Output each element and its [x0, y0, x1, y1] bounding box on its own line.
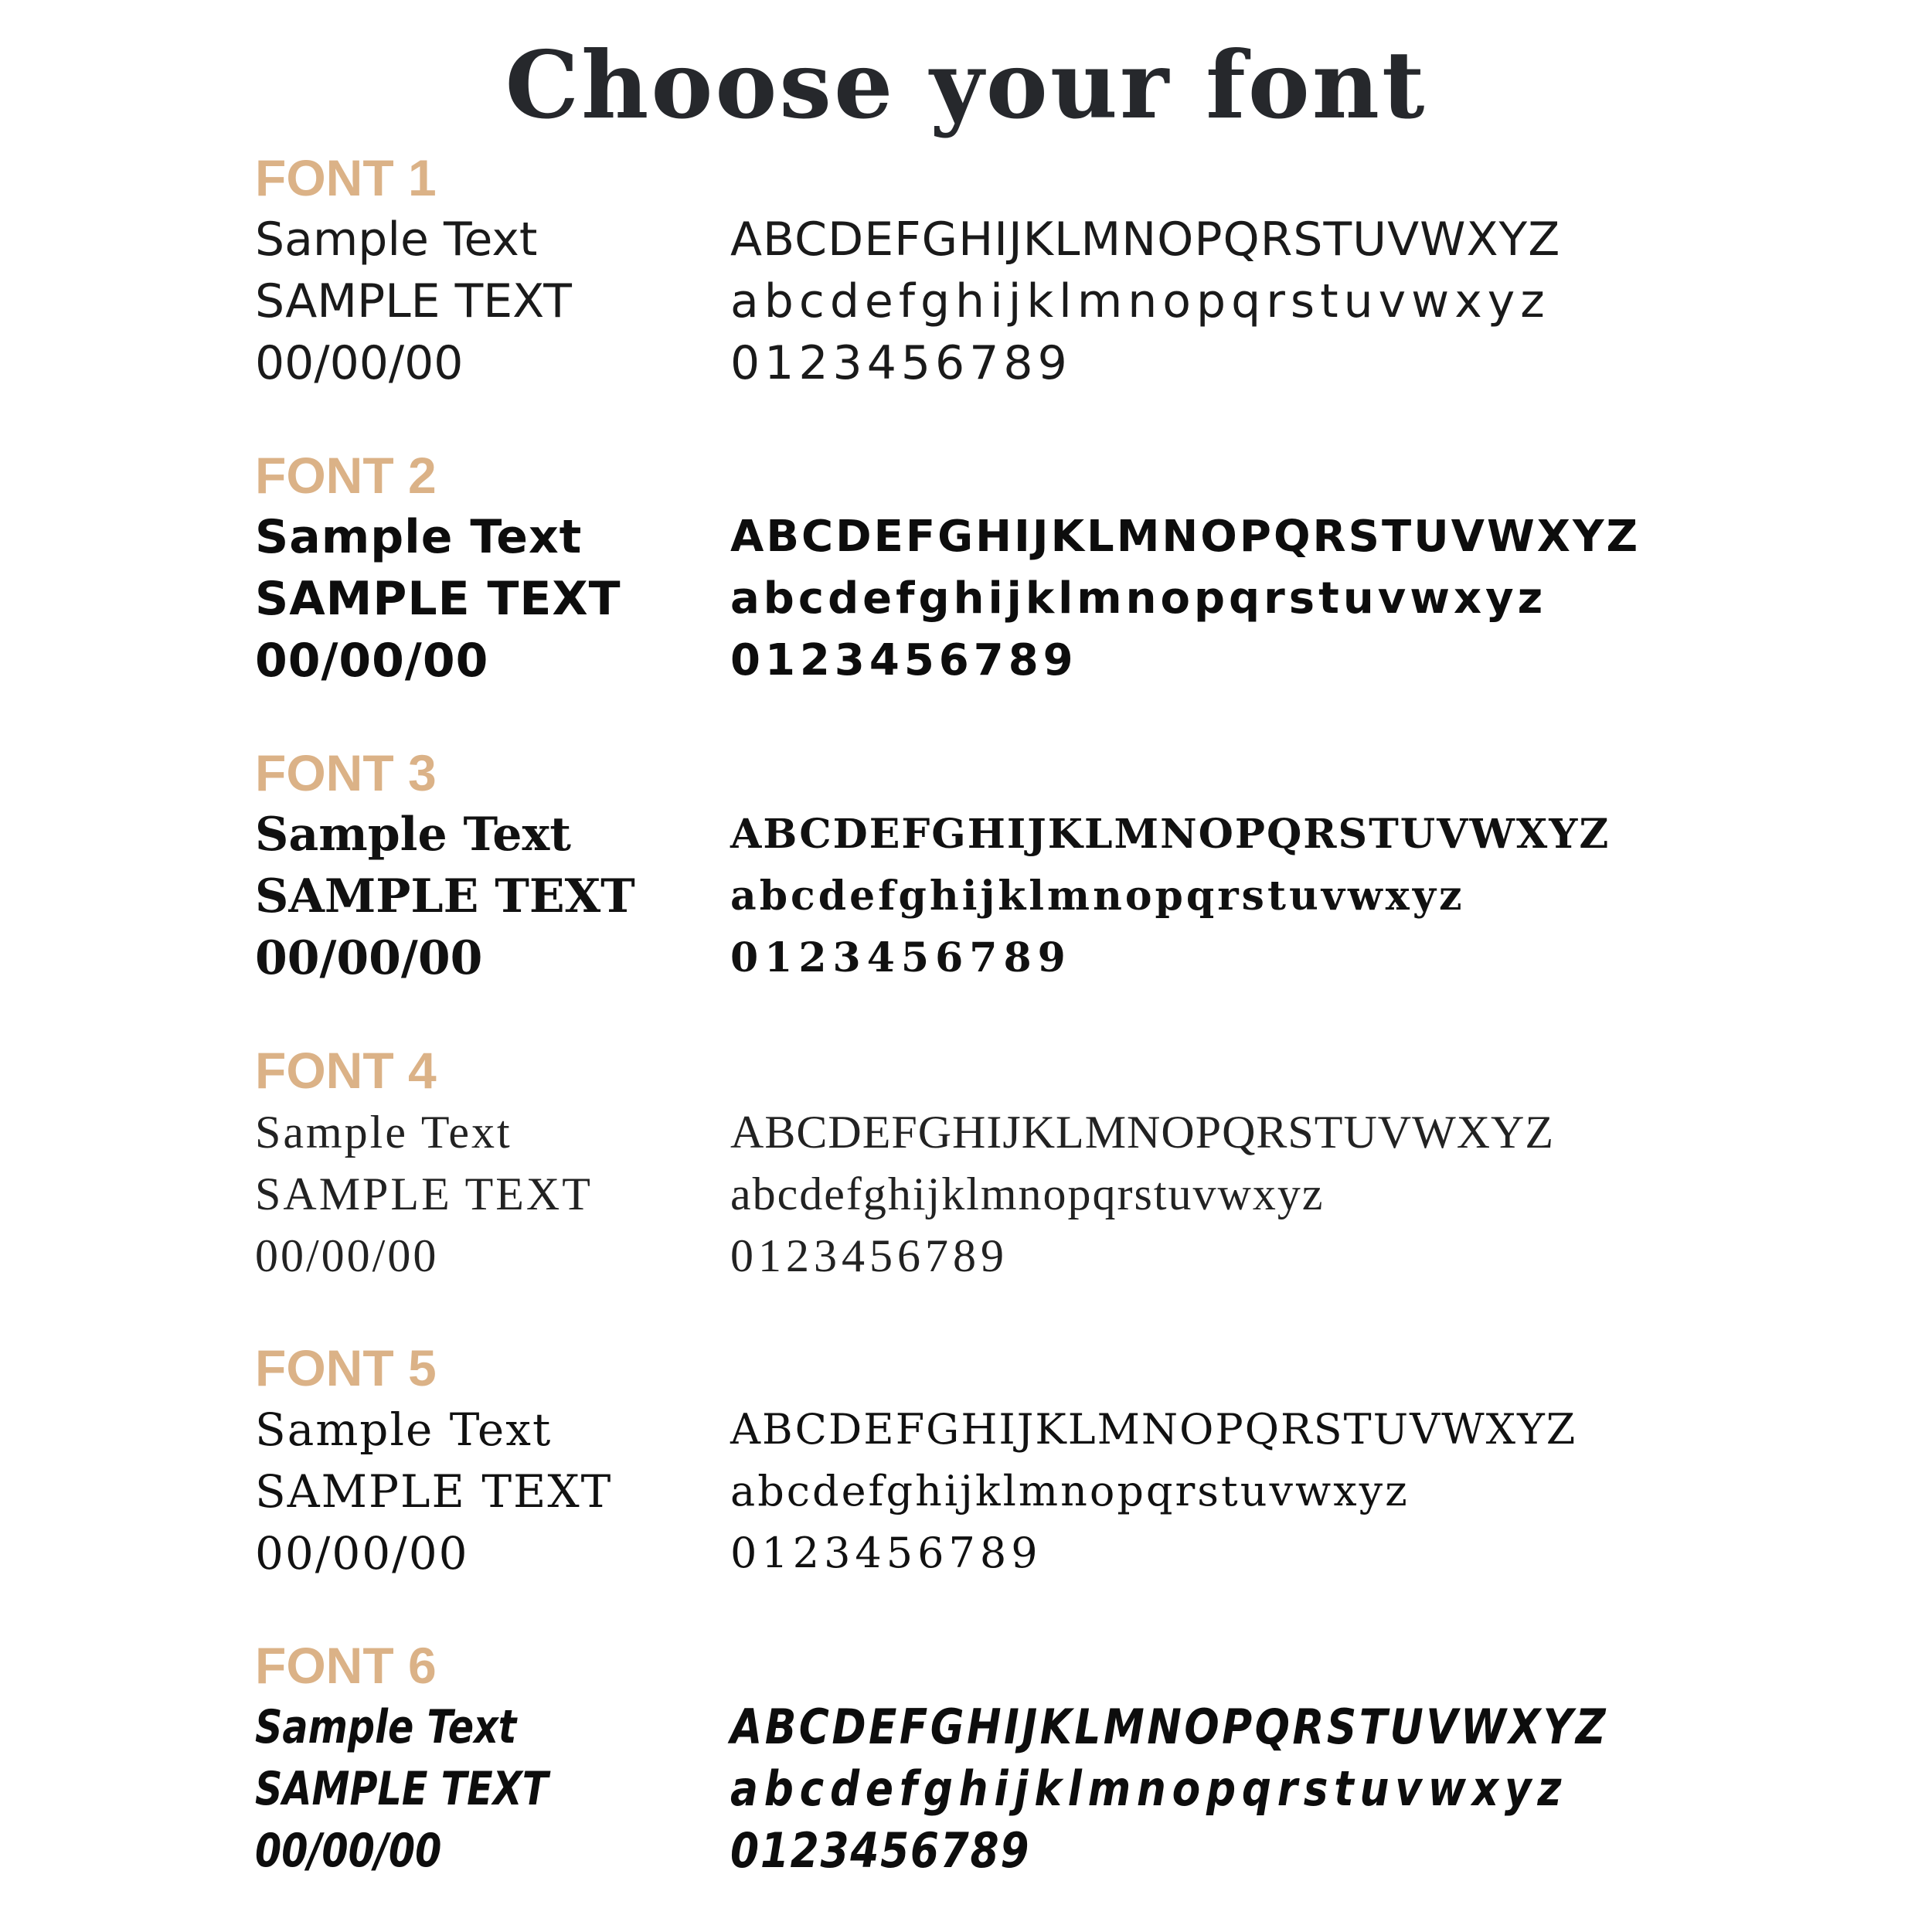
uppercase-alphabet: ABCDEFGHIJKLMNOPQRSTUVWXYZ [730, 1405, 1577, 1454]
font-option-2[interactable] [0, 444, 1932, 742]
sample-text-upper: SAMPLE TEXT [255, 869, 635, 923]
font-sample [255, 1101, 593, 1287]
lowercase-alphabet: abcdefghijklmnopqrstuvwxyz [730, 872, 1465, 920]
sample-text-mixed: Sample Text [255, 213, 538, 267]
digits: 0123456789 [730, 1529, 1043, 1577]
sample-date: 00/00/00 [255, 1230, 439, 1281]
font-label: FONT 3 [255, 744, 437, 801]
digits: 0123456789 [730, 934, 1072, 981]
sample-text-mixed: Sample Text [255, 1403, 553, 1456]
sample-text-mixed: Sample Text [255, 1107, 512, 1158]
lowercase-alphabet: abcdefghijklmnopqrstuvwxyz [730, 274, 1550, 328]
sample-text-upper: SAMPLE TEXT [255, 1762, 549, 1816]
font-sample [255, 506, 621, 692]
sample-text-upper: SAMPLE TEXT [255, 1168, 593, 1219]
font-sample [255, 209, 572, 394]
sample-date: 00/00/00 [255, 634, 489, 688]
font-sample [255, 1399, 612, 1584]
sample-text-upper: SAMPLE TEXT [255, 274, 572, 328]
font-sample [255, 804, 635, 989]
font-alphabet [730, 1696, 1751, 1882]
font-alphabet [730, 506, 1640, 692]
font-label: FONT 4 [255, 1042, 437, 1099]
font-label: FONT 2 [255, 447, 437, 504]
page-title: Choose your font [505, 31, 1427, 140]
font-alphabet [730, 1399, 1577, 1584]
font-alphabet [730, 804, 1610, 989]
uppercase-alphabet: ABCDEFGHIJKLMNOPQRSTUVWXYZ [730, 811, 1611, 858]
lowercase-alphabet: abcdefghijklmnopqrstuvwxyz [730, 1467, 1410, 1515]
sample-text-upper: SAMPLE TEXT [255, 572, 621, 626]
digits: 0123456789 [730, 1230, 1009, 1281]
digits: 0123456789 [730, 1822, 1031, 1879]
font-option-4[interactable] [0, 1039, 1932, 1337]
sample-date: 00/00/00 [255, 336, 464, 390]
font-label: FONT 1 [255, 149, 437, 206]
sample-date: 00/00/00 [255, 1824, 442, 1878]
uppercase-alphabet: ABCDEFGHIJKLMNOPQRSTUVWXYZ [730, 1699, 1608, 1755]
font-option-6[interactable] [0, 1634, 1932, 1932]
uppercase-alphabet: ABCDEFGHIJKLMNOPQRSTUVWXYZ [730, 1107, 1555, 1158]
sample-date: 00/00/00 [255, 1527, 469, 1580]
sample-text-mixed: Sample Text [255, 1700, 517, 1754]
sample-text-upper: SAMPLE TEXT [255, 1465, 613, 1518]
font-label: FONT 6 [255, 1637, 437, 1694]
lowercase-alphabet: abcdefghijklmnopqrstuvwxyz [730, 1760, 1568, 1817]
digits: 0123456789 [730, 635, 1078, 685]
lowercase-alphabet: abcdefghijklmnopqrstuvwxyz [730, 1168, 1325, 1219]
digits: 0123456789 [730, 336, 1072, 390]
sample-text-mixed: Sample Text [255, 808, 571, 862]
font-option-1[interactable] [0, 147, 1932, 444]
lowercase-alphabet: abcdefghijklmnopqrstuvwxyz [730, 573, 1547, 624]
font-label: FONT 5 [255, 1339, 437, 1396]
font-alphabet [730, 1101, 1554, 1287]
font-alphabet [730, 209, 1560, 394]
sample-text-mixed: Sample Text [255, 510, 583, 564]
uppercase-alphabet: ABCDEFGHIJKLMNOPQRSTUVWXYZ [730, 213, 1561, 267]
font-option-3[interactable] [0, 742, 1932, 1039]
font-sample [255, 1696, 613, 1882]
font-option-5[interactable] [0, 1337, 1932, 1634]
uppercase-alphabet: ABCDEFGHIJKLMNOPQRSTUVWXYZ [730, 512, 1641, 562]
sample-date: 00/00/00 [255, 931, 483, 985]
